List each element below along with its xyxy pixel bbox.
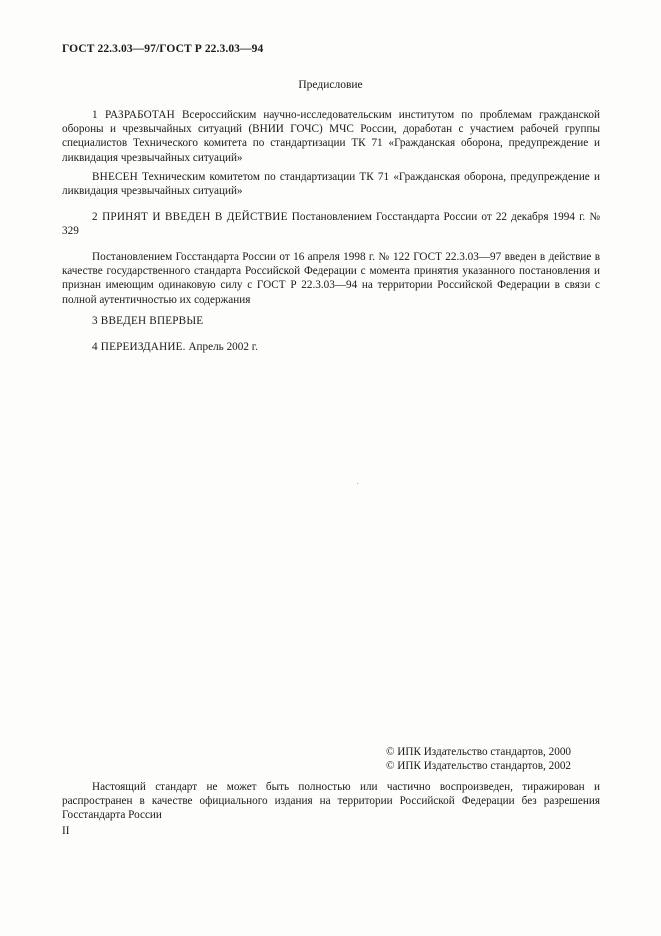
item-2-adopted bbox=[62, 210, 600, 238]
document-header: ГОСТ 22.3.03—97/ГОСТ Р 22.3.03—94 bbox=[62, 43, 264, 55]
item-1-text: Всероссийским научно-исследовательским институтом по проблемам гражданской обороны и чрезвычайных ситуаций (ВНИИ ГОЧС) МЧС России, доработан с участием рабочей группы специалистов Технического комитета по стандартизации ТК 71 «Гражданская оборона, предупреждение и ликвидация чрезвычайных ситуаций» bbox=[62, 109, 600, 164]
item-3-lead: 3 ВВЕДЕН ВПЕРВЫЕ bbox=[92, 315, 204, 327]
introduced-text: Техническим комитетом по стандартизации ТК 71 «Гражданская оборона, предупреждение и ликвидация чрезвычайных ситуаций» bbox=[62, 171, 600, 198]
copyright-2002: © ИПК Издательство стандартов, 2002 bbox=[386, 760, 572, 772]
copyright-2000: © ИПК Издательство стандартов, 2000 bbox=[386, 746, 572, 758]
item-2-text: Постановлением Госстандарта России от 22 декабря 1994 г. № 329 bbox=[62, 211, 600, 238]
item-4-reissue bbox=[62, 340, 600, 354]
preface-title: Предисловие bbox=[298, 79, 363, 91]
introduced-lead: ВНЕСЕН bbox=[92, 171, 138, 183]
item-3-first-introduced bbox=[62, 314, 600, 328]
reproduction-notice: Настоящий стандарт не может быть полностью или частично воспроизведен, тиражирован и распространен в качестве официального издания на территории Российской Федерации без разрешения Госстандарта России bbox=[62, 781, 600, 822]
introduced-paragraph bbox=[62, 170, 600, 198]
item-4-lead: 4 ПЕРЕИЗДАНИЕ. bbox=[92, 341, 186, 353]
resolution-paragraph: Постановлением Госстандарта России от 16 апреля 1998 г. № 122 ГОСТ 22.3.03—97 введен в действие в качестве государственного стандарта Российской Федерации с момента принятия указанного постановления и признан имеющим одинаковую силу с ГОСТ Р 22.3.03—94 на территории Российской Федерации в связи с полной аутентичностью их содержания bbox=[62, 251, 600, 306]
item-1-lead: 1 РАЗРАБОТАН bbox=[92, 109, 175, 121]
item-1-developed bbox=[62, 108, 600, 165]
item-4-text: Апрель 2002 г. bbox=[185, 341, 258, 353]
scan-speck bbox=[357, 483, 358, 484]
page-number: II bbox=[62, 825, 70, 837]
item-2-lead: 2 ПРИНЯТ И ВВЕДЕН В ДЕЙСТВИЕ bbox=[92, 211, 288, 223]
